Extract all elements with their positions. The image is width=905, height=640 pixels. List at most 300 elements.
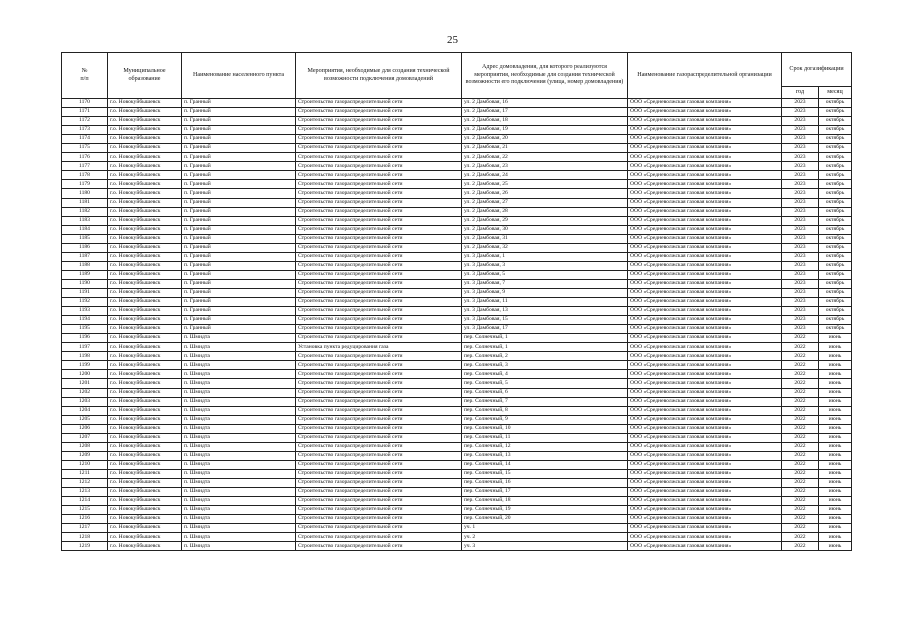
cell-measure: Строительство газораспределительной сети (296, 433, 462, 442)
cell-address: ул. 2 Дамбовая, 24 (462, 171, 628, 180)
cell-address: пер. Солнечный, 12 (462, 442, 628, 451)
cell-organization: ООО «Средневолжская газовая компания» (628, 153, 782, 162)
cell-year: 2022 (782, 515, 819, 524)
cell-measure: Строительство газораспределительной сети (296, 180, 462, 189)
cell-settlement: п. Гранный (182, 198, 296, 207)
cell-month: июнь (819, 379, 852, 388)
cell-organization: ООО «Средневолжская газовая компания» (628, 316, 782, 325)
page-number: 25 (447, 34, 458, 46)
cell-municipality: г.о. Новокуйбышевск (108, 189, 182, 198)
cell-municipality: г.о. Новокуйбышевск (108, 542, 182, 551)
cell-measure: Строительство газораспределительной сети (296, 379, 462, 388)
cell-settlement: п. Гранный (182, 307, 296, 316)
cell-municipality: г.о. Новокуйбышевск (108, 469, 182, 478)
cell-address: ул. 3 Дамбовая, 7 (462, 279, 628, 288)
cell-month: июнь (819, 415, 852, 424)
cell-measure: Строительство газораспределительной сети (296, 270, 462, 279)
cell-municipality: г.о. Новокуйбышевск (108, 379, 182, 388)
cell-number: 1186 (62, 243, 108, 252)
cell-measure: Строительство газораспределительной сети (296, 99, 462, 108)
cell-settlement: п. Шмидта (182, 488, 296, 497)
cell-year: 2022 (782, 424, 819, 433)
cell-number: 1180 (62, 189, 108, 198)
cell-address: ул. 2 Дамбовая, 19 (462, 126, 628, 135)
table-row (62, 108, 852, 117)
header-address: Адрес домовладения, для которого реализуются мероприятия, необходимые для создания технической возможности его подключения (улица, номер домовладения) (462, 53, 628, 99)
cell-year: 2022 (782, 533, 819, 542)
table-row (62, 216, 852, 225)
cell-settlement: п. Шмидта (182, 433, 296, 442)
cell-organization: ООО «Средневолжская газовая компания» (628, 162, 782, 171)
cell-address: пер. Солнечный, 8 (462, 406, 628, 415)
table-row (62, 135, 852, 144)
cell-municipality: г.о. Новокуйбышевск (108, 298, 182, 307)
cell-year: 2023 (782, 316, 819, 325)
table-row (62, 460, 852, 469)
cell-month: июнь (819, 424, 852, 433)
cell-year: 2023 (782, 162, 819, 171)
cell-settlement: п. Гранный (182, 261, 296, 270)
cell-settlement: п. Шмидта (182, 397, 296, 406)
cell-address: ул. 2 Дамбовая, 28 (462, 207, 628, 216)
cell-settlement: п. Шмидта (182, 388, 296, 397)
cell-organization: ООО «Средневолжская газовая компания» (628, 460, 782, 469)
cell-measure: Установка пункта редуцирования газа (296, 343, 462, 352)
cell-measure: Строительство газораспределительной сети (296, 388, 462, 397)
cell-number: 1196 (62, 334, 108, 343)
cell-organization: ООО «Средневолжская газовая компания» (628, 442, 782, 451)
cell-municipality: г.о. Новокуйбышевск (108, 135, 182, 144)
cell-settlement: п. Гранный (182, 162, 296, 171)
cell-municipality: г.о. Новокуйбышевск (108, 524, 182, 533)
cell-organization: ООО «Средневолжская газовая компания» (628, 478, 782, 487)
cell-settlement: п. Шмидта (182, 469, 296, 478)
cell-month: июнь (819, 478, 852, 487)
cell-municipality: г.о. Новокуйбышевск (108, 243, 182, 252)
cell-month: июнь (819, 533, 852, 542)
cell-municipality: г.о. Новокуйбышевск (108, 397, 182, 406)
cell-year: 2023 (782, 270, 819, 279)
cell-measure: Строительство газораспределительной сети (296, 216, 462, 225)
table-row (62, 126, 852, 135)
cell-settlement: п. Шмидта (182, 352, 296, 361)
table-row (62, 225, 852, 234)
cell-settlement: п. Гранный (182, 243, 296, 252)
cell-number: 1206 (62, 424, 108, 433)
cell-number: 1215 (62, 506, 108, 515)
cell-month: июнь (819, 397, 852, 406)
cell-year: 2023 (782, 198, 819, 207)
cell-month: октябрь (819, 207, 852, 216)
cell-organization: ООО «Средневолжская газовая компания» (628, 117, 782, 126)
cell-number: 1219 (62, 542, 108, 551)
cell-settlement: п. Шмидта (182, 424, 296, 433)
cell-municipality: г.о. Новокуйбышевск (108, 334, 182, 343)
cell-month: октябрь (819, 144, 852, 153)
cell-address: пер. Солнечный, 13 (462, 451, 628, 460)
cell-organization: ООО «Средневолжская газовая компания» (628, 225, 782, 234)
cell-municipality: г.о. Новокуйбышевск (108, 108, 182, 117)
gasification-table (61, 52, 852, 551)
cell-settlement: п. Гранный (182, 153, 296, 162)
table-row (62, 506, 852, 515)
cell-year: 2023 (782, 99, 819, 108)
cell-settlement: п. Гранный (182, 108, 296, 117)
cell-organization: ООО «Средневолжская газовая компания» (628, 361, 782, 370)
cell-number: 1170 (62, 99, 108, 108)
cell-municipality: г.о. Новокуйбышевск (108, 126, 182, 135)
cell-municipality: г.о. Новокуйбышевск (108, 153, 182, 162)
cell-number: 1197 (62, 343, 108, 352)
cell-address: пер. Солнечный, 4 (462, 370, 628, 379)
cell-year: 2023 (782, 298, 819, 307)
table-row (62, 388, 852, 397)
cell-month: октябрь (819, 307, 852, 316)
cell-organization: ООО «Средневолжская газовая компания» (628, 108, 782, 117)
cell-year: 2023 (782, 325, 819, 334)
cell-organization: ООО «Средневолжская газовая компания» (628, 433, 782, 442)
cell-address: пер. Солнечный, 3 (462, 361, 628, 370)
cell-settlement: п. Гранный (182, 288, 296, 297)
cell-settlement: п. Гранный (182, 270, 296, 279)
table-row (62, 252, 852, 261)
cell-address: ул. 3 Дамбовая, 1 (462, 252, 628, 261)
cell-month: октябрь (819, 153, 852, 162)
cell-number: 1182 (62, 207, 108, 216)
cell-address: пер. Солнечный, 9 (462, 415, 628, 424)
cell-measure: Строительство газораспределительной сети (296, 234, 462, 243)
cell-settlement: п. Шмидта (182, 442, 296, 451)
cell-address: ул. 2 Дамбовая, 26 (462, 189, 628, 198)
table-row (62, 243, 852, 252)
cell-number: 1199 (62, 361, 108, 370)
cell-month: октябрь (819, 117, 852, 126)
cell-settlement: п. Гранный (182, 279, 296, 288)
cell-month: июнь (819, 361, 852, 370)
cell-month: октябрь (819, 288, 852, 297)
cell-measure: Строительство газораспределительной сети (296, 352, 462, 361)
cell-organization: ООО «Средневолжская газовая компания» (628, 506, 782, 515)
cell-measure: Строительство газораспределительной сети (296, 424, 462, 433)
cell-month: июнь (819, 469, 852, 478)
cell-measure: Строительство газораспределительной сети (296, 542, 462, 551)
table-body (62, 99, 852, 551)
cell-month: октябрь (819, 126, 852, 135)
cell-organization: ООО «Средневолжская газовая компания» (628, 288, 782, 297)
cell-measure: Строительство газораспределительной сети (296, 198, 462, 207)
cell-municipality: г.о. Новокуйбышевск (108, 433, 182, 442)
cell-measure: Строительство газораспределительной сети (296, 162, 462, 171)
cell-organization: ООО «Средневолжская газовая компания» (628, 252, 782, 261)
cell-month: июнь (819, 388, 852, 397)
cell-number: 1208 (62, 442, 108, 451)
cell-month: июнь (819, 433, 852, 442)
cell-measure: Строительство газораспределительной сети (296, 442, 462, 451)
table-row (62, 153, 852, 162)
cell-year: 2022 (782, 334, 819, 343)
cell-address: пер. Солнечный, 19 (462, 506, 628, 515)
cell-municipality: г.о. Новокуйбышевск (108, 99, 182, 108)
cell-address: пер. Солнечный, 11 (462, 433, 628, 442)
table-row (62, 316, 852, 325)
cell-year: 2022 (782, 478, 819, 487)
cell-number: 1183 (62, 216, 108, 225)
cell-measure: Строительство газораспределительной сети (296, 325, 462, 334)
cell-municipality: г.о. Новокуйбышевск (108, 207, 182, 216)
cell-number: 1203 (62, 397, 108, 406)
cell-number: 1191 (62, 288, 108, 297)
cell-month: июнь (819, 524, 852, 533)
table-row (62, 424, 852, 433)
cell-address: ул. 2 Дамбовая, 32 (462, 243, 628, 252)
cell-organization: ООО «Средневолжская газовая компания» (628, 261, 782, 270)
cell-month: июнь (819, 442, 852, 451)
cell-number: 1171 (62, 108, 108, 117)
cell-measure: Строительство газораспределительной сети (296, 497, 462, 506)
cell-month: октябрь (819, 180, 852, 189)
cell-municipality: г.о. Новокуйбышевск (108, 370, 182, 379)
cell-municipality: г.о. Новокуйбышевск (108, 451, 182, 460)
cell-number: 1184 (62, 225, 108, 234)
cell-measure: Строительство газораспределительной сети (296, 144, 462, 153)
cell-address: пер. Солнечный, 16 (462, 478, 628, 487)
cell-municipality: г.о. Новокуйбышевск (108, 216, 182, 225)
table-row (62, 144, 852, 153)
cell-organization: ООО «Средневолжская газовая компания» (628, 171, 782, 180)
cell-year: 2022 (782, 352, 819, 361)
table-row (62, 478, 852, 487)
cell-organization: ООО «Средневолжская газовая компания» (628, 406, 782, 415)
cell-month: октябрь (819, 162, 852, 171)
cell-month: октябрь (819, 171, 852, 180)
cell-measure: Строительство газораспределительной сети (296, 153, 462, 162)
cell-measure: Строительство газораспределительной сети (296, 243, 462, 252)
cell-number: 1179 (62, 180, 108, 189)
table-row (62, 352, 852, 361)
cell-address: пер. Солнечный, 5 (462, 379, 628, 388)
cell-address: ул. 2 Дамбовая, 27 (462, 198, 628, 207)
cell-month: октябрь (819, 279, 852, 288)
cell-organization: ООО «Средневолжская газовая компания» (628, 488, 782, 497)
cell-month: июнь (819, 542, 852, 551)
table-row (62, 234, 852, 243)
cell-number: 1218 (62, 533, 108, 542)
cell-number: 1200 (62, 370, 108, 379)
table-row (62, 433, 852, 442)
cell-address: пер. Солнечный, 7 (462, 397, 628, 406)
table-row (62, 307, 852, 316)
table-row (62, 379, 852, 388)
cell-measure: Строительство газораспределительной сети (296, 252, 462, 261)
cell-number: 1202 (62, 388, 108, 397)
cell-year: 2022 (782, 433, 819, 442)
cell-month: октябрь (819, 99, 852, 108)
cell-measure: Строительство газораспределительной сети (296, 108, 462, 117)
cell-settlement: п. Шмидта (182, 460, 296, 469)
cell-year: 2023 (782, 234, 819, 243)
cell-municipality: г.о. Новокуйбышевск (108, 478, 182, 487)
cell-month: июнь (819, 515, 852, 524)
cell-municipality: г.о. Новокуйбышевск (108, 460, 182, 469)
cell-organization: ООО «Средневолжская газовая компания» (628, 524, 782, 533)
cell-address: ул. 3 Дамбовая, 11 (462, 298, 628, 307)
cell-organization: ООО «Средневолжская газовая компания» (628, 325, 782, 334)
cell-organization: ООО «Средневолжская газовая компания» (628, 270, 782, 279)
table-row (62, 343, 852, 352)
table-row (62, 361, 852, 370)
cell-organization: ООО «Средневолжская газовая компания» (628, 542, 782, 551)
cell-year: 2022 (782, 497, 819, 506)
cell-settlement: п. Гранный (182, 316, 296, 325)
table-row (62, 542, 852, 551)
cell-address: ул. 2 Дамбовая, 18 (462, 117, 628, 126)
table-row (62, 189, 852, 198)
cell-number: 1210 (62, 460, 108, 469)
cell-measure: Строительство газораспределительной сети (296, 261, 462, 270)
cell-settlement: п. Шмидта (182, 361, 296, 370)
cell-year: 2023 (782, 261, 819, 270)
table-row (62, 207, 852, 216)
table-row (62, 469, 852, 478)
cell-year: 2022 (782, 343, 819, 352)
table-row (62, 171, 852, 180)
cell-settlement: п. Шмидта (182, 406, 296, 415)
cell-organization: ООО «Средневолжская газовая компания» (628, 307, 782, 316)
cell-measure: Строительство газораспределительной сети (296, 397, 462, 406)
cell-organization: ООО «Средневолжская газовая компания» (628, 298, 782, 307)
cell-organization: ООО «Средневолжская газовая компания» (628, 243, 782, 252)
cell-organization: ООО «Средневолжская газовая компания» (628, 216, 782, 225)
cell-number: 1211 (62, 469, 108, 478)
table-row (62, 334, 852, 343)
cell-year: 2023 (782, 189, 819, 198)
cell-address: уч. 1 (462, 524, 628, 533)
cell-measure: Строительство газораспределительной сети (296, 506, 462, 515)
cell-measure: Строительство газораспределительной сети (296, 288, 462, 297)
cell-municipality: г.о. Новокуйбышевск (108, 144, 182, 153)
cell-address: пер. Солнечный, 20 (462, 515, 628, 524)
cell-address: ул. 3 Дамбовая, 15 (462, 316, 628, 325)
cell-number: 1189 (62, 270, 108, 279)
cell-measure: Строительство газораспределительной сети (296, 533, 462, 542)
cell-settlement: п. Гранный (182, 216, 296, 225)
cell-number: 1201 (62, 379, 108, 388)
table-row (62, 325, 852, 334)
cell-number: 1205 (62, 415, 108, 424)
cell-municipality: г.о. Новокуйбышевск (108, 117, 182, 126)
cell-municipality: г.о. Новокуйбышевск (108, 533, 182, 542)
cell-address: пер. Солнечный, 14 (462, 460, 628, 469)
cell-number: 1212 (62, 478, 108, 487)
cell-year: 2022 (782, 542, 819, 551)
cell-municipality: г.о. Новокуйбышевск (108, 406, 182, 415)
cell-year: 2023 (782, 126, 819, 135)
cell-measure: Строительство газораспределительной сети (296, 126, 462, 135)
cell-settlement: п. Гранный (182, 225, 296, 234)
cell-number: 1177 (62, 162, 108, 171)
cell-year: 2022 (782, 524, 819, 533)
cell-year: 2023 (782, 225, 819, 234)
cell-measure: Строительство газораспределительной сети (296, 488, 462, 497)
header-year: год (782, 87, 819, 99)
cell-year: 2023 (782, 243, 819, 252)
cell-organization: ООО «Средневолжская газовая компания» (628, 370, 782, 379)
cell-municipality: г.о. Новокуйбышевск (108, 424, 182, 433)
cell-settlement: п. Гранный (182, 207, 296, 216)
cell-month: июнь (819, 506, 852, 515)
cell-municipality: г.о. Новокуйбышевск (108, 388, 182, 397)
cell-settlement: п. Шмидта (182, 334, 296, 343)
cell-year: 2022 (782, 397, 819, 406)
cell-number: 1190 (62, 279, 108, 288)
cell-number: 1209 (62, 451, 108, 460)
cell-number: 1174 (62, 135, 108, 144)
cell-number: 1175 (62, 144, 108, 153)
table-row (62, 270, 852, 279)
cell-number: 1187 (62, 252, 108, 261)
cell-address: пер. Солнечный, 18 (462, 497, 628, 506)
cell-settlement: п. Гранный (182, 180, 296, 189)
header-municipality: Муниципальное образование (108, 53, 182, 99)
table-row (62, 397, 852, 406)
table-row (62, 288, 852, 297)
cell-organization: ООО «Средневолжская газовая компания» (628, 352, 782, 361)
cell-municipality: г.о. Новокуйбышевск (108, 270, 182, 279)
table-row (62, 298, 852, 307)
cell-number: 1185 (62, 234, 108, 243)
cell-year: 2022 (782, 460, 819, 469)
cell-settlement: п. Шмидта (182, 524, 296, 533)
cell-organization: ООО «Средневолжская газовая компания» (628, 279, 782, 288)
cell-organization: ООО «Средневолжская газовая компания» (628, 343, 782, 352)
cell-organization: ООО «Средневолжская газовая компания» (628, 234, 782, 243)
cell-month: июнь (819, 460, 852, 469)
cell-settlement: п. Шмидта (182, 478, 296, 487)
cell-month: октябрь (819, 261, 852, 270)
cell-year: 2023 (782, 307, 819, 316)
cell-municipality: г.о. Новокуйбышевск (108, 288, 182, 297)
table-row (62, 117, 852, 126)
cell-settlement: п. Гранный (182, 189, 296, 198)
cell-organization: ООО «Средневолжская газовая компания» (628, 180, 782, 189)
cell-organization: ООО «Средневолжская газовая компания» (628, 189, 782, 198)
cell-organization: ООО «Средневолжская газовая компания» (628, 497, 782, 506)
cell-year: 2022 (782, 388, 819, 397)
cell-measure: Строительство газораспределительной сети (296, 406, 462, 415)
header-settlement: Наименование населенного пункта (182, 53, 296, 99)
cell-address: пер. Солнечный, 15 (462, 469, 628, 478)
cell-address: ул. 2 Дамбовая, 31 (462, 234, 628, 243)
cell-municipality: г.о. Новокуйбышевск (108, 171, 182, 180)
cell-year: 2023 (782, 288, 819, 297)
cell-year: 2022 (782, 361, 819, 370)
cell-organization: ООО «Средневолжская газовая компания» (628, 135, 782, 144)
table-row (62, 497, 852, 506)
cell-settlement: п. Гранный (182, 99, 296, 108)
cell-number: 1178 (62, 171, 108, 180)
header-measures: Мероприятия, необходимые для создания технической возможности подключения домовладений (296, 53, 462, 99)
cell-measure: Строительство газораспределительной сети (296, 279, 462, 288)
cell-number: 1172 (62, 117, 108, 126)
cell-settlement: п. Шмидта (182, 370, 296, 379)
cell-month: июнь (819, 334, 852, 343)
cell-municipality: г.о. Новокуйбышевск (108, 225, 182, 234)
cell-settlement: п. Гранный (182, 298, 296, 307)
cell-organization: ООО «Средневолжская газовая компания» (628, 415, 782, 424)
cell-settlement: п. Гранный (182, 252, 296, 261)
cell-measure: Строительство газораспределительной сети (296, 451, 462, 460)
cell-year: 2023 (782, 207, 819, 216)
